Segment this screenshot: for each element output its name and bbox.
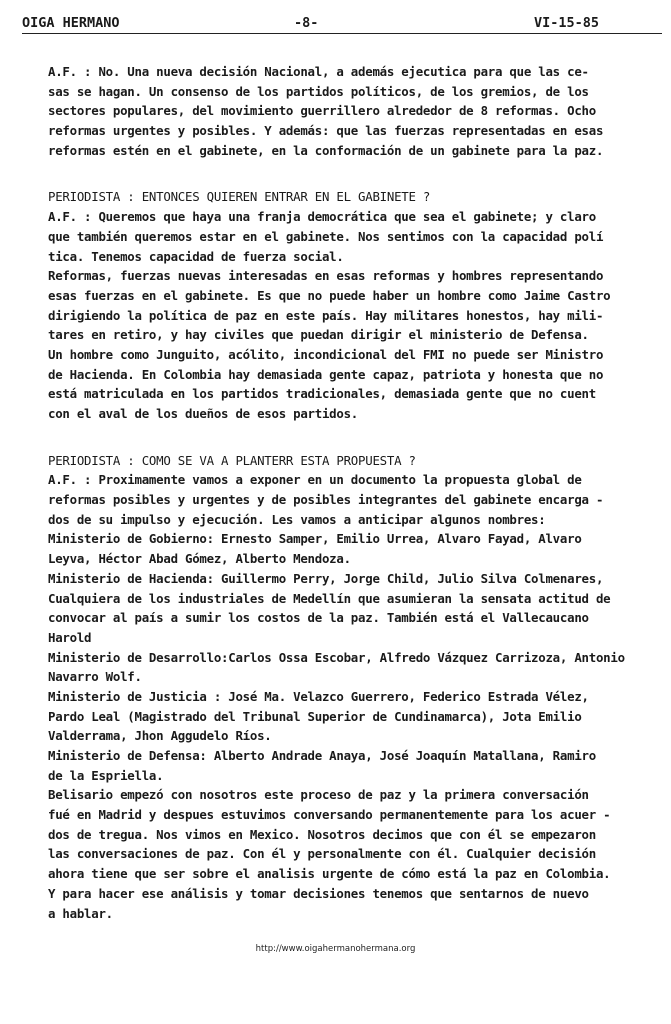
text-line: PERIODISTA : ENTONCES QUIEREN ENTRAR EN EL GABINETE ? (48, 189, 431, 205)
interviewer-question (48, 187, 668, 207)
text-line: ahora tiene que ser sobre el analisis urgente de cómo está la paz en Colombia. (48, 866, 611, 882)
text-line: fué en Madrid y despues estuvimos conversando permanentemente para los acuer - (48, 807, 611, 823)
text-line: Ministerio de Defensa: Alberto Andrade Anaya, José Joaquín Matallana, Ramiro (48, 748, 596, 763)
text-line: Cualquiera de los industriales de Medellín que asumieran la sensata actitud de (48, 590, 611, 606)
text-line: Ministerio de Justicia : José Ma. Velazco Guerrero, Federico Estrada Vélez, (48, 688, 589, 704)
text-line: A.F. : Queremos que haya una franja democrática que sea el gabinete; y claro (48, 209, 596, 225)
text-line: sectores populares, del movimiento guerrillero alrededor de 8 reformas. Ocho (48, 103, 596, 119)
text-line: las conversaciones de paz. Con él y personalmente con él. Cualquier decisión (48, 846, 596, 862)
text-line: Harold (48, 629, 92, 645)
text-line: está matriculada en los partidos tradicionales, demasiada gente que no cuent (48, 386, 596, 402)
text-line: Reformas, fuerzas nuevas interesadas en esas reformas y hombres representando (48, 268, 604, 284)
text-line: Belisario empezó con nosotros este proceso de paz y la primera conversación (48, 787, 589, 803)
text-line: esas fuerzas en el gabinete. Es que no puede haber un hombre como Jaime Castro (48, 287, 611, 303)
text-line: sas se hagan. Un consenso de los partidos políticos, de los gremios, de los (48, 83, 589, 99)
answer-paragraph (48, 62, 668, 160)
text-line: a hablar. (48, 905, 113, 921)
text-line: de Hacienda. En Colombia hay demasiada gente capaz, patriota y honesta que no (48, 366, 604, 382)
footer-url: http://www.oigahermanohermana.org (255, 944, 416, 954)
text-line: A.F. : No. Una nueva decisión Nacional, a además ejecutica para que las ce- (48, 64, 589, 79)
document-body (48, 62, 668, 923)
text-line: dirigiendo la política de paz en este país. Hay militares honestos, hay mili- (48, 307, 604, 323)
page-header (22, 15, 642, 35)
text-line: reformas posibles y urgentes y de posibles integrantes del gabinete encarga - (48, 492, 604, 508)
text-line: dos de tregua. Nos vimos en Mexico. Nosotros decimos que con él se empezaron (48, 826, 596, 842)
text-line: Valderrama, Jhon Aggudelo Ríos. (48, 728, 272, 744)
text-line: con el aval de los dueños de esos partidos. (48, 406, 359, 421)
text-line: PERIODISTA : COMO SE VA A PLANTERR ESTA PROPUESTA ? (48, 452, 416, 468)
text-line: dos de su impulso y ejecución. Les vamos a anticipar algunos nombres: (48, 511, 546, 527)
paragraph-gap (48, 160, 668, 187)
text-line: convocar al país a sumir los costos de la paz. También está el Vallecaucano (48, 610, 589, 626)
text-line: reformas urgentes y posibles. Y además: que las fuerzas representadas en esas (48, 123, 604, 139)
text-line: Ministerio de Desarrollo:Carlos Ossa Escobar, Alfredo Vázquez Carrizoza, Antonio (48, 649, 625, 665)
paragraph-gap (48, 424, 668, 451)
text-line: A.F. : Proximamente vamos a exponer en un documento la propuesta global de (48, 472, 582, 488)
answer-paragraph (48, 470, 668, 923)
text-line: que también queremos estar en el gabinete. Nos sentimos con la capacidad polí (48, 228, 604, 244)
header-rule (22, 33, 662, 34)
text-line: Navarro Wolf. (48, 669, 142, 685)
text-line: Pardo Leal (Magistrado del Tribunal Superior de Cundinamarca), Jota Emilio (48, 708, 582, 724)
text-line: tares en retiro, y hay civiles que puedan dirigir el ministerio de Defensa. (48, 327, 589, 343)
issue-date: VI-15-85 (534, 15, 600, 31)
text-line: Un hombre como Junguito, acólito, incondicional del FMI no puede ser Ministro (48, 346, 604, 362)
text-line: Y para hacer ese análisis y tomar decisiones tenemos que sentarnos de nuevo (48, 885, 589, 901)
text-line: Ministerio de Gobierno: Ernesto Samper, Emilio Urrea, Alvaro Fayad, Alvaro (48, 531, 582, 547)
publication-title: OIGA HERMANO (22, 15, 120, 31)
page-number: -8- (294, 15, 319, 31)
answer-paragraph (48, 207, 668, 424)
interviewer-question (48, 451, 668, 471)
text-line: reformas estén en el gabinete, en la conformación de un gabinete para la paz. (48, 142, 604, 158)
text-line: Ministerio de Hacienda: Guillermo Perry, Jorge Child, Julio Silva Colmenares, (48, 570, 604, 586)
text-line: de la Espriella. (48, 767, 164, 783)
text-line: tica. Tenemos capacidad de fuerza social. (48, 248, 344, 264)
text-line: Leyva, Héctor Abad Gómez, Alberto Mendoza. (48, 551, 351, 567)
